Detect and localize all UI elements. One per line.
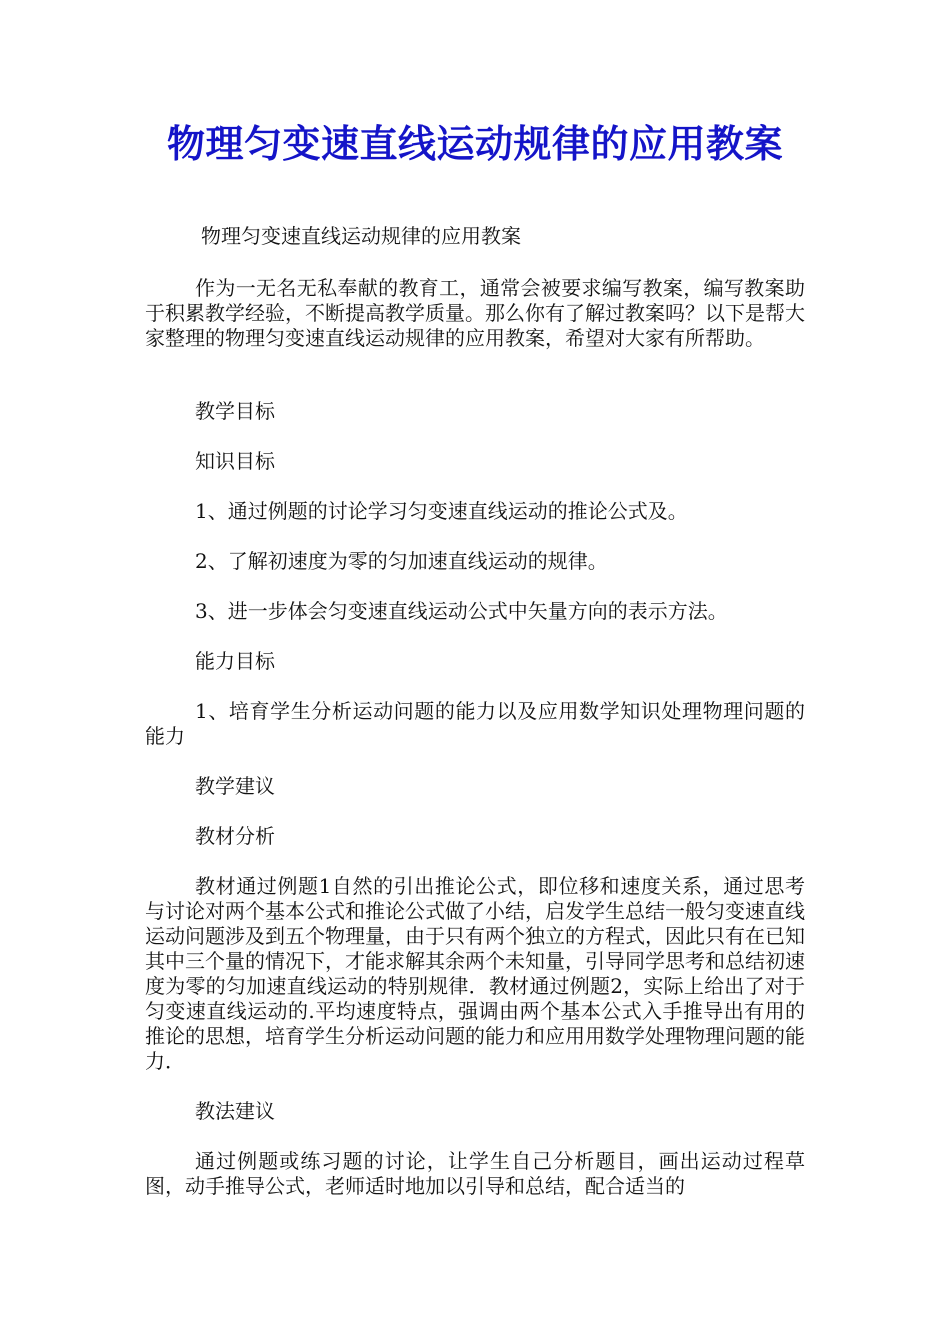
heading-textbook-analysis: 教材分析 [195,824,275,848]
knowledge-goal-2: 2、了解初速度为零的匀加速直线运动的规律。 [195,549,608,573]
document-title: 物理匀变速直线运动规律的应用教案 [166,121,783,166]
heading-ability-goals: 能力目标 [195,649,275,673]
textbook-analysis-paragraph: 教材通过例题1自然的引出推论公式，即位移和速度关系，通过思考与讨论对两个基本公式和推论公式做了小结，启发学生总结一般匀变速直线运动问题涉及到五个物理量，由于只有两个独立的方程式，因此只有在已知其中三个量的情况下，才能求解其余两个未知量，引导同学思考和总结初速度为零的匀加速直线运动的特别规律．教材通过例题2，实际上给出了对于匀变速直线运动的.平均速度特点，强调由两个基本公式入手推导出有用的推论的思想，培育学生分析运动问题的能力和应用用数学处理物理问题的能力． [145,874,805,1073]
document-body [145,222,805,1199]
knowledge-goal-1: 1、通过例题的讨论学习匀变速直线运动的推论公式及。 [195,499,688,523]
teaching-method-paragraph: 通过例题或练习题的讨论，让学生自己分析题目，画出运动过程草图，动手推导公式，老师适时地加以引导和总结，配合适当的 [145,1149,805,1198]
knowledge-goal-3: 3、进一步体会匀变速直线运动公式中矢量方向的表示方法。 [195,599,728,623]
heading-teaching-suggestions: 教学建议 [195,774,275,798]
ability-goal-1: 1、培育学生分析运动问题的能力以及应用数学知识处理物理问题的能力 [145,699,805,748]
heading-teaching-goals: 教学目标 [195,399,275,423]
document-subtitle: 物理匀变速直线运动规律的应用教案 [201,224,521,248]
intro-paragraph: 作为一无名无私奉献的教育工，通常会被要求编写教案，编写教案助于积累教学经验，不断提高教学质量。那么你有了解过教案吗？以下是帮大家整理的物理匀变速直线运动规律的应用教案，希望对大家有所帮助。 [145,276,805,350]
heading-knowledge-goals: 知识目标 [195,449,275,473]
heading-teaching-method: 教法建议 [195,1099,275,1123]
